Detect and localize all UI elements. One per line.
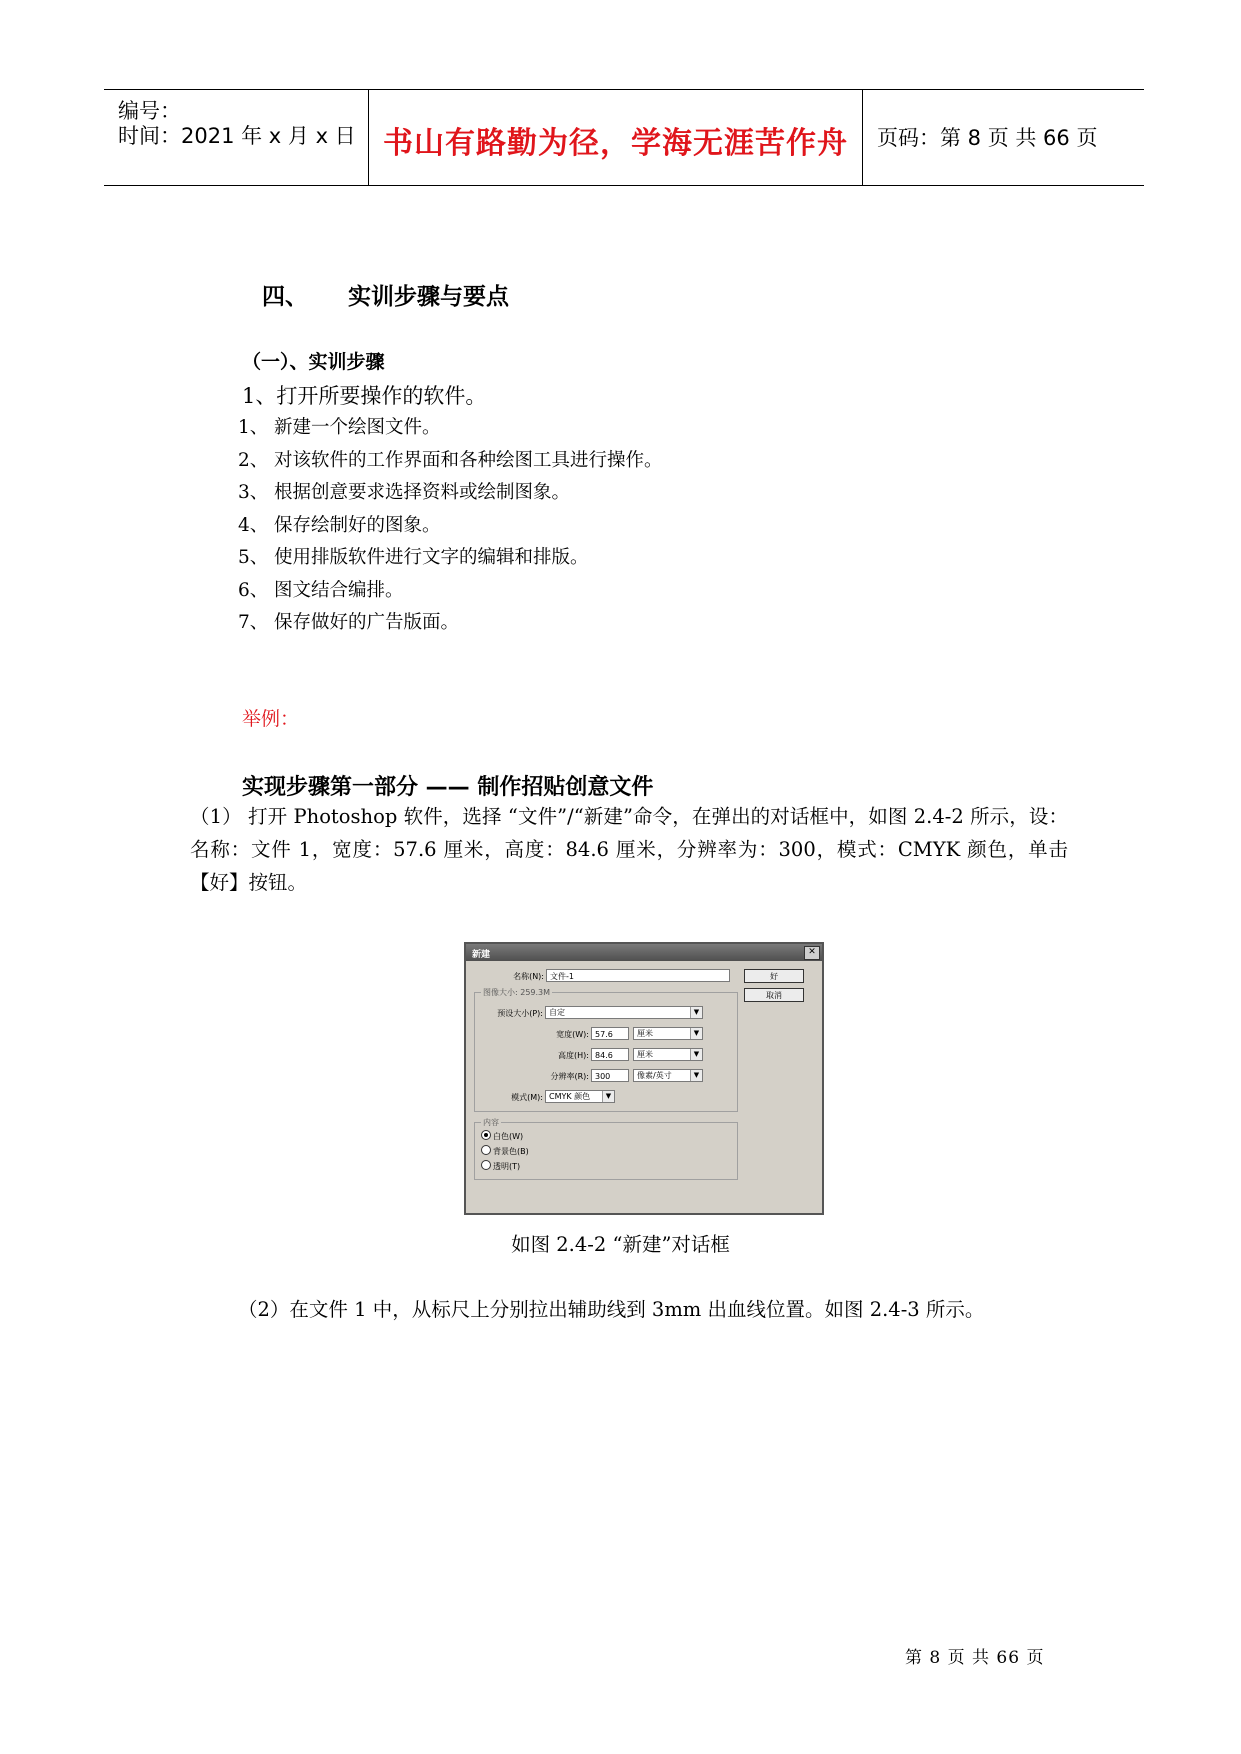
step-number: 1、 [238,417,269,438]
resolution-input[interactable]: 300 [591,1069,629,1082]
radio-icon [481,1160,491,1170]
page-info: 页码：第 8 页 共 66 页 [877,126,1098,150]
option-label: 背景色(B) [493,1147,529,1156]
dialog-title: 新建 [472,950,491,960]
part-title: 实现步骤第一部分 —— 制作招贴创意文件 [242,775,654,800]
header-page-cell [863,90,1144,185]
section-title: 实训步骤与要点 [348,284,509,310]
subsection-title: （一）、实训步骤 [242,351,385,373]
dialog-titlebar [466,944,822,961]
height-label: 高度(H): [558,1051,589,1060]
chevron-down-icon: ▼ [690,1049,702,1060]
example-label: 举例： [242,708,300,730]
step-text: 图文结合编排。 [274,579,404,601]
step-text: 根据创意要求选择资料或绘制图象。 [274,482,571,503]
time-label: 时间：2021 年 x 月 x 日 [118,124,356,148]
name-input[interactable]: 文件-1 [546,969,730,982]
paragraph-1: （1） 打开 Photoshop 软件，选择 “文件”/“新建”命令，在弹出的对话框中，如图 2.4-2 所示，设：名称：文件 1，宽度：57.6 厘米，高度：84.6 厘米，分辨率为：300，模式：CMYK 颜色，单击【好】按钮。 [190,805,1068,894]
name-label: 名称(N): [513,972,544,981]
page-footer: 第 8 页 共 66 页 [905,1648,1045,1668]
cancel-button[interactable]: 取消 [744,988,804,1002]
ok-button[interactable]: 好 [744,969,804,983]
close-icon[interactable]: ✕ [804,946,820,960]
motto: 书山有路勤为径，学海无涯苦作舟 [383,126,848,161]
mode-select[interactable] [545,1090,615,1103]
new-document-dialog [464,942,824,1215]
step-number: 3、 [238,482,269,503]
content-label: 内容 [483,1118,499,1127]
preset-label: 预设大小(P): [497,1009,543,1018]
step-text: 保存绘制好的图象。 [274,514,441,536]
mode-label: 模式(M): [511,1093,543,1102]
list-item [238,542,663,575]
number-label: 编号： [118,99,181,123]
content-option-transparent[interactable] [481,1160,520,1172]
list-item [238,412,663,445]
image-size-label: 图像大小: 259.3M [483,988,551,997]
list-item [238,510,663,543]
list-item [238,575,663,608]
preset-value: 自定 [549,1008,565,1017]
height-input[interactable]: 84.6 [591,1048,629,1061]
step-number: 5、 [238,547,269,568]
radio-selected-icon [481,1130,491,1140]
section-number: 四、 [262,284,308,310]
width-input[interactable]: 57.6 [591,1027,629,1040]
paragraph-2: （2）在文件 1 中，从标尺上分别拉出辅助线到 3mm 出血线位置。如图 2.4-3 所示。 [238,1298,985,1321]
list-item [238,445,663,478]
step-text: 使用排版软件进行文字的编辑和排版。 [274,547,589,568]
chevron-down-icon: ▼ [690,1028,702,1039]
list-item [238,607,663,640]
step-text: 保存做好的广告版面。 [274,612,460,633]
content-group [474,1118,738,1180]
header-motto-cell [369,90,863,185]
step-number: 2、 [238,449,269,471]
step-text: 对该软件的工作界面和各种绘图工具进行操作。 [274,449,663,471]
height-unit-select[interactable] [633,1048,703,1061]
width-unit: 厘米 [637,1029,653,1038]
content-option-background[interactable] [481,1145,529,1157]
content-option-white[interactable] [481,1130,523,1142]
section-heading [262,278,509,311]
chevron-down-icon: ▼ [690,1070,702,1081]
chevron-down-icon: ▼ [602,1091,614,1102]
preset-select[interactable] [545,1006,703,1019]
chevron-down-icon: ▼ [690,1007,702,1018]
page-header [104,89,1144,186]
steps-intro: 1、打开所要操作的软件。 [242,384,487,408]
radio-icon [481,1145,491,1155]
step-text: 新建一个绘图文件。 [274,417,441,438]
resolution-unit: 像素/英寸 [637,1071,672,1080]
header-meta-cell [104,90,369,185]
height-unit: 厘米 [637,1050,653,1059]
option-label: 透明(T) [493,1162,521,1171]
option-label: 白色(W) [493,1132,524,1141]
step-number: 7、 [238,612,269,633]
width-unit-select[interactable] [633,1027,703,1040]
resolution-unit-select[interactable] [633,1069,703,1082]
list-item [238,477,663,510]
image-size-group [474,988,738,1112]
resolution-label: 分辨率(R): [550,1072,589,1081]
steps-list [238,412,663,640]
figure-caption: 如图 2.4-2 “新建”对话框 [511,1233,730,1256]
width-label: 宽度(W): [556,1030,589,1039]
step-number: 4、 [238,514,269,536]
step-number: 6、 [238,579,269,601]
mode-value: CMYK 颜色 [549,1092,591,1101]
